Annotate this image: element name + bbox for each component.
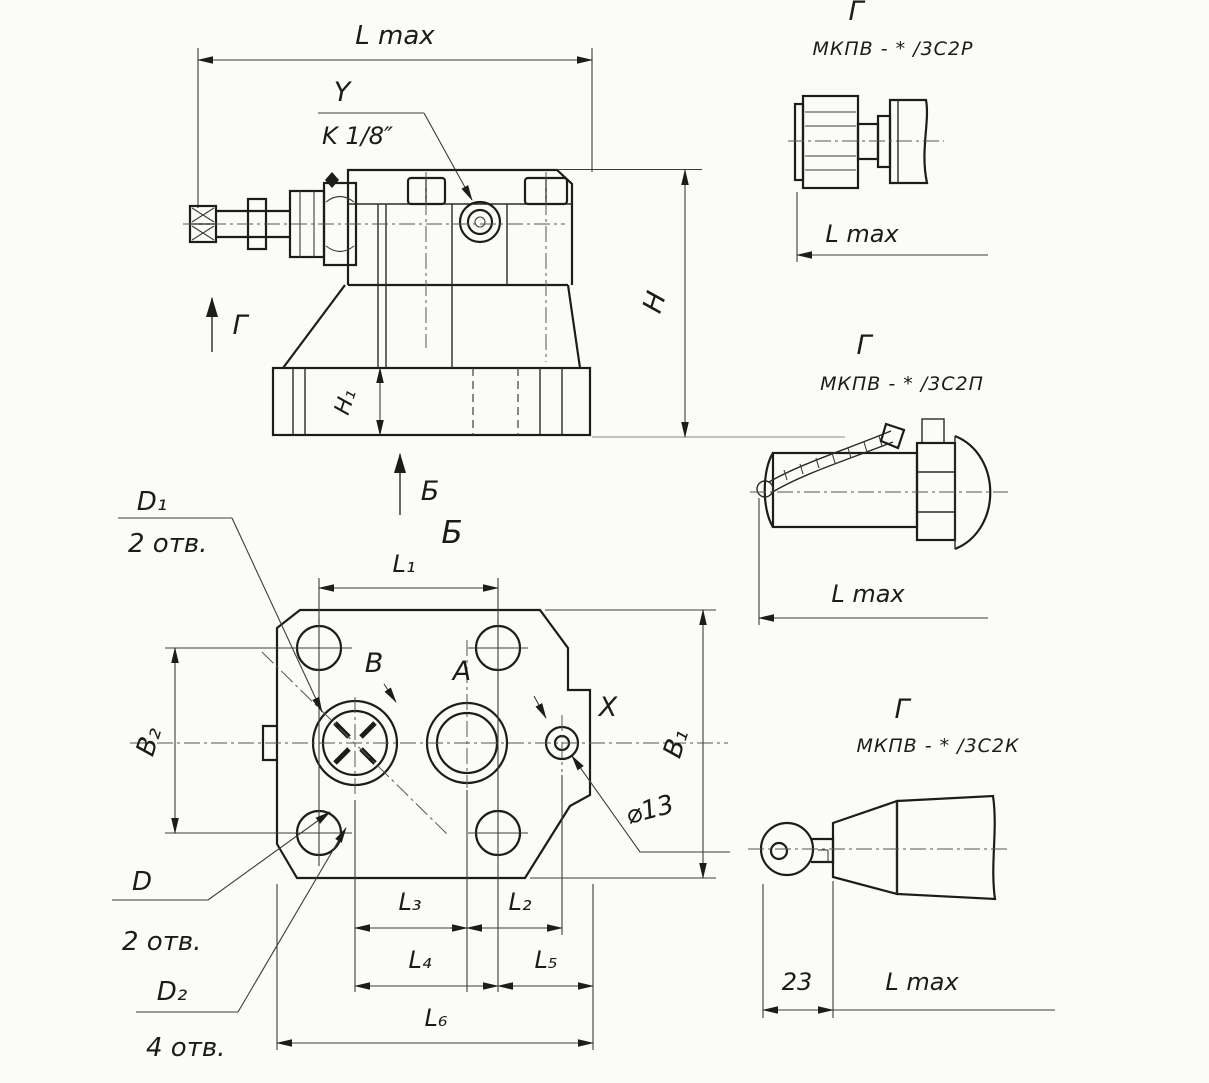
plan-hole-b-label: B — [364, 648, 384, 679]
front-h-label: H — [637, 287, 673, 317]
plan-l3-label: L₃ — [398, 888, 422, 916]
variant1-dim — [797, 192, 988, 262]
plan-view — [112, 487, 730, 1063]
port-leader — [318, 77, 472, 200]
plan-l1-label: L₁ — [392, 550, 416, 578]
port-y — [460, 202, 500, 242]
adjustment-screw — [190, 172, 356, 265]
d2-label: D₂ — [156, 977, 188, 1007]
callout-d1 — [118, 487, 322, 712]
variant2-view-label: Г — [856, 330, 872, 361]
valve-body-outline — [273, 170, 590, 435]
plan-hole-x-label: X — [598, 692, 618, 723]
plan-dim-b2 — [131, 648, 175, 833]
plan-dim-row1 — [355, 888, 562, 928]
front-dim-lmax — [198, 21, 592, 208]
plan-dim-row2 — [355, 884, 593, 1050]
plan-hole-a-label: A — [452, 656, 472, 687]
front-dim-h — [557, 170, 845, 438]
variant2-cap-drawing — [750, 419, 1008, 549]
dia13-leader — [572, 756, 730, 852]
lock-cone — [833, 801, 897, 894]
variant3-offset-label: 23 — [781, 968, 813, 996]
hole-x-leader — [534, 696, 546, 718]
variant1-view-label: Г — [848, 0, 864, 27]
plan-l4-label: L₄ — [408, 946, 432, 974]
front-h1-label: H₁ — [330, 386, 362, 418]
plan-b1-label: B₁ — [657, 725, 696, 762]
plan-b2-label: B₂ — [130, 723, 169, 760]
plan-dim-b1 — [530, 610, 716, 878]
view-arrow-b — [400, 454, 439, 515]
variant-3s2p — [750, 330, 1008, 625]
view-b-label: Б — [420, 476, 440, 507]
variant3-lmax-label: L max — [885, 968, 959, 996]
variant2-dim — [759, 498, 988, 625]
plan-l2-label: L₂ — [508, 888, 532, 916]
variant-3s2k — [748, 694, 1055, 1018]
front-dim-h1 — [330, 368, 380, 435]
plan-dim-l1 — [319, 550, 498, 624]
lock-body — [897, 796, 995, 899]
d1-qty-label: 2 отв. — [128, 529, 208, 559]
mounting-holes — [297, 626, 520, 855]
port-y-label: Y — [333, 77, 351, 108]
d1-label: D₁ — [136, 487, 168, 517]
variant3-key-lock-drawing — [748, 796, 1008, 899]
view-gamma-label: Г — [232, 310, 248, 341]
front-view — [183, 21, 845, 515]
variant1-lmax-label: L max — [825, 220, 899, 248]
plan-l6-label: L₆ — [424, 1004, 448, 1032]
variant2-lmax-label: L max — [831, 580, 905, 608]
variant1-model-label: МКПВ - * /3С2Р — [812, 38, 974, 60]
d-qty-label: 2 отв. — [122, 927, 202, 957]
variant3-view-label: Г — [894, 694, 910, 725]
hole-b-leader — [384, 684, 396, 702]
variant2-model-label: МКПВ - * /3С2П — [820, 373, 984, 395]
plan-l5-label: L₅ — [534, 946, 558, 974]
locating-diamond-mark — [325, 172, 339, 188]
variant1-knob-drawing — [788, 96, 944, 188]
variant3-model-label: МКПВ - * /3С2К — [856, 735, 1020, 757]
d2-qty-label: 4 отв. — [146, 1033, 226, 1063]
variant-3s2r — [788, 0, 988, 262]
port-k18-label: K 1/8″ — [322, 122, 393, 150]
key-hole — [771, 843, 787, 859]
variant3-dims — [763, 881, 1055, 1018]
dia13-label: ⌀13 — [622, 789, 678, 832]
plan-title: Б — [441, 515, 463, 551]
front-lmax-label: L max — [355, 21, 435, 51]
view-arrow-gamma — [212, 298, 249, 352]
d-label: D — [131, 867, 153, 897]
